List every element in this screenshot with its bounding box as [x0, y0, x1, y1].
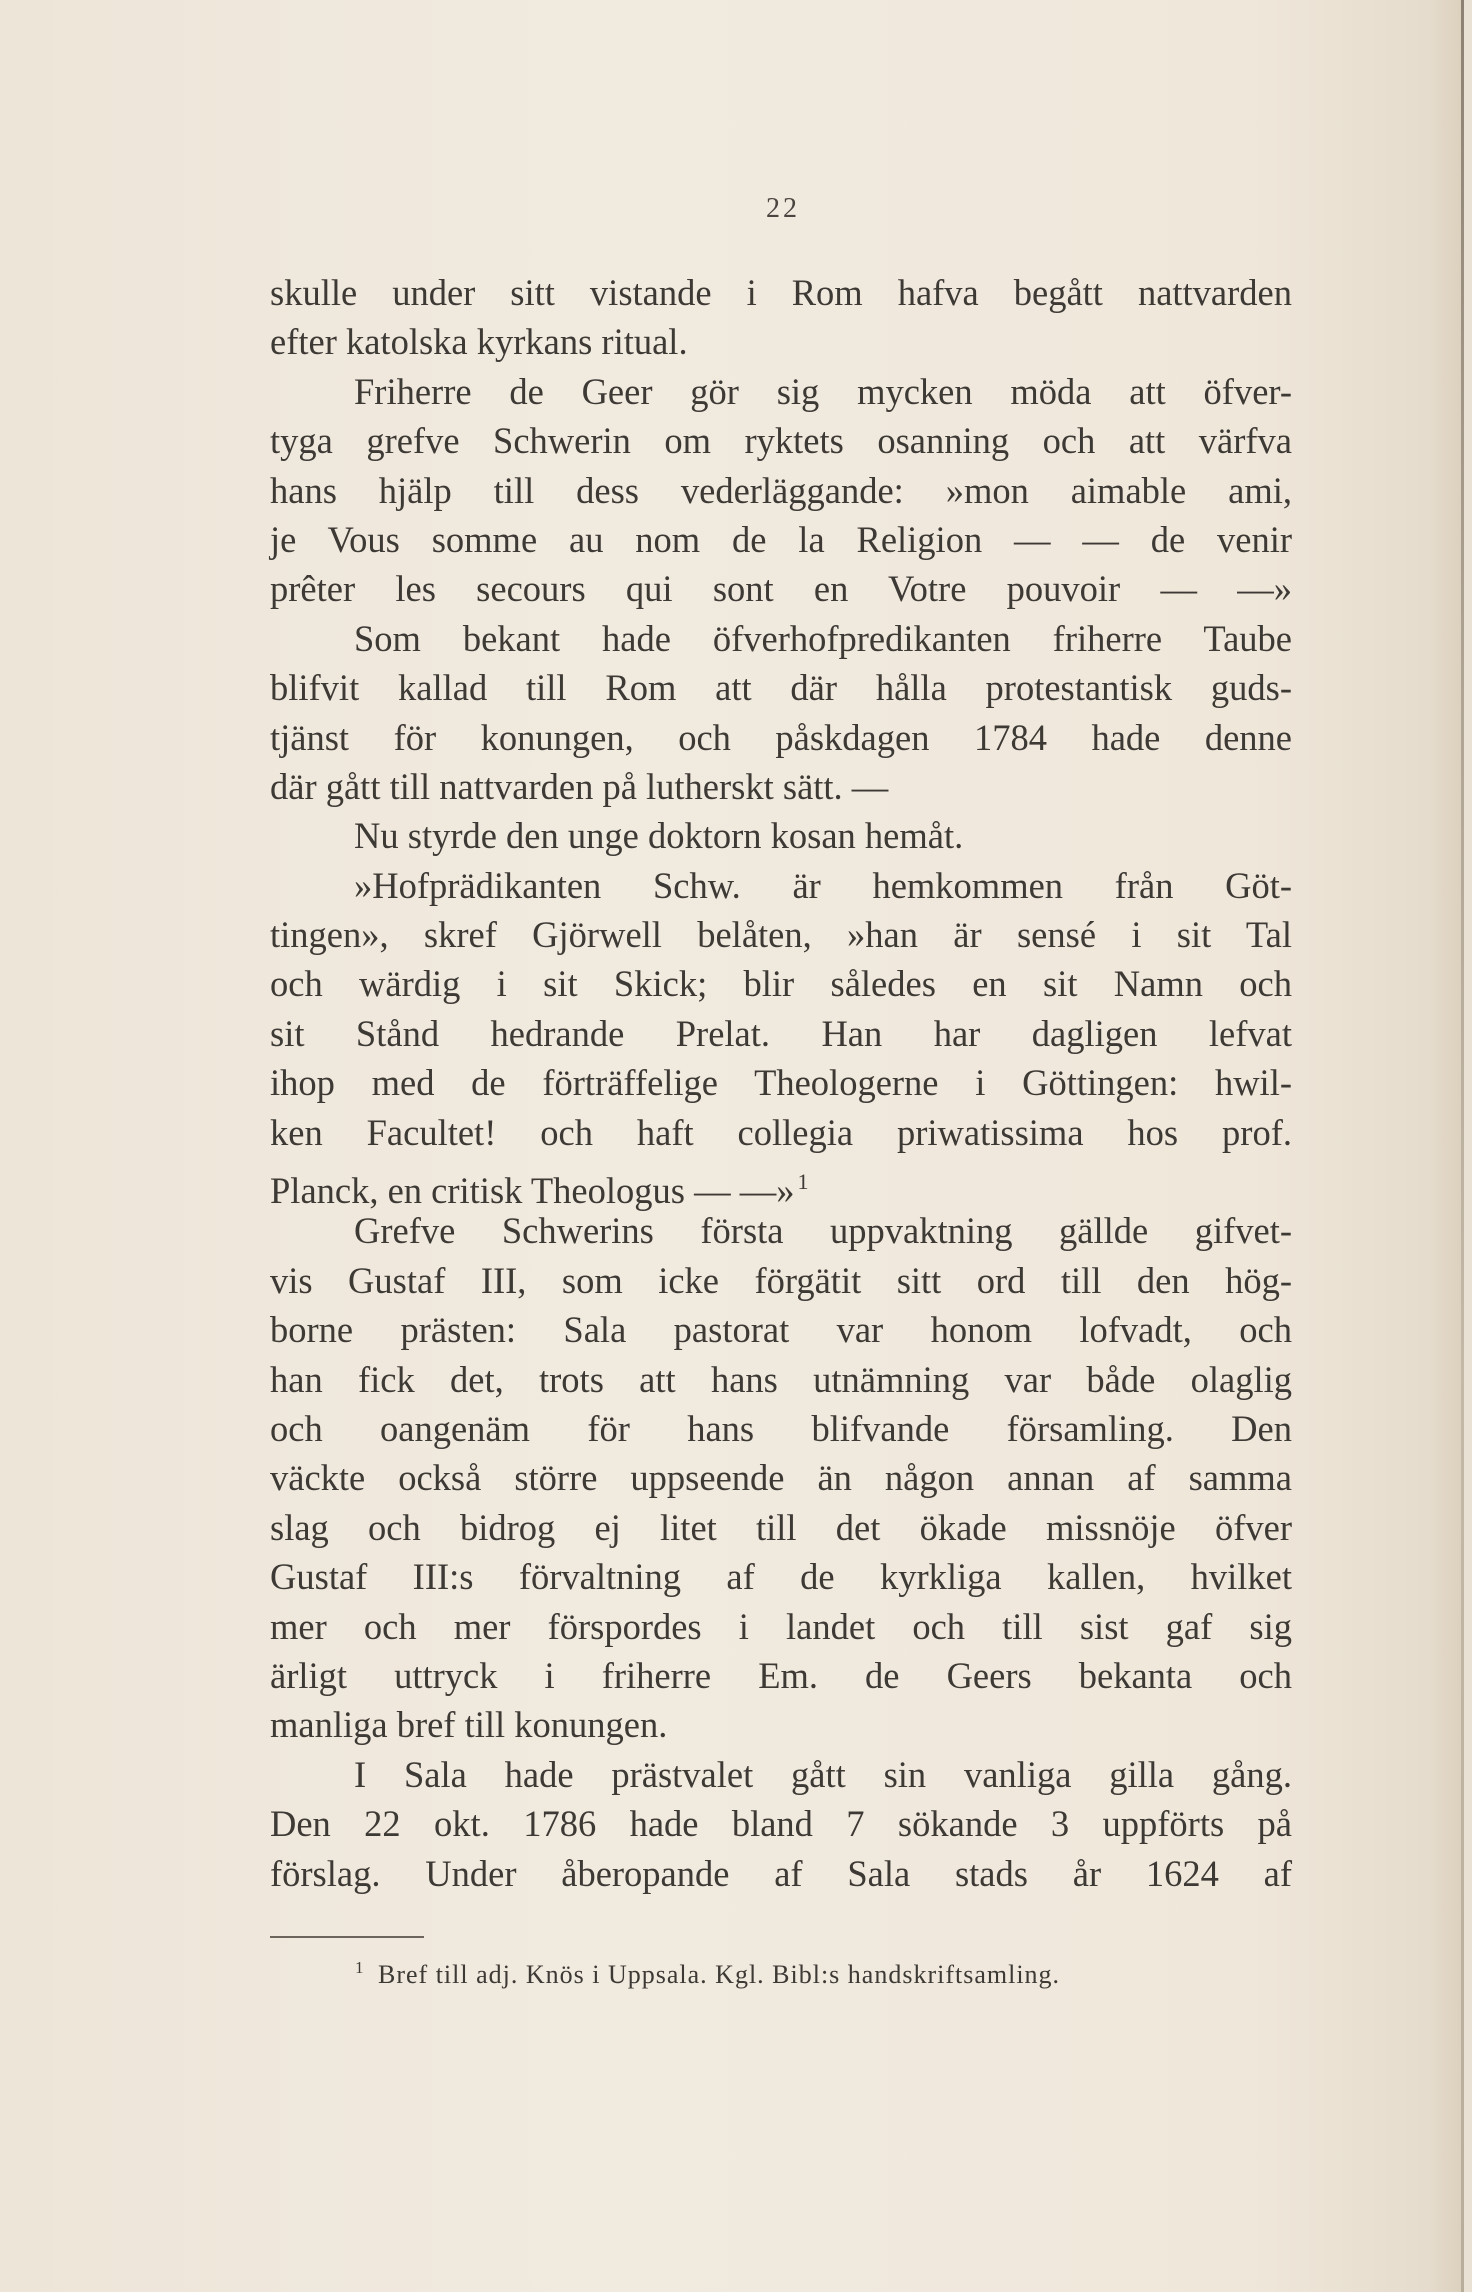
text-line: slag och bidrog ej litet till det ökade missnöje öfver: [270, 1506, 1292, 1548]
body-text: [270, 268, 1292, 1898]
text-line: efter katolska kyrkans ritual.: [270, 321, 688, 363]
page-edge: [1464, 0, 1472, 2292]
text-line: ken Facultet! och haft collegia priwatissima hos prof.: [270, 1111, 1292, 1153]
text-line: ärligt uttryck i friherre Em. de Geers bekanta och: [270, 1654, 1292, 1696]
text-line: ihop med de förträffelige Theologerne i Göttingen: hwil-: [270, 1062, 1292, 1104]
footnote-separator: [270, 1936, 424, 1938]
text-line: Som bekant hade öfverhofpredikanten friherre Taube: [354, 617, 1292, 659]
footnote-marker: 1: [355, 1958, 364, 1977]
text-line: vis Gustaf III, som icke förgätit sitt ord till den hög-: [270, 1259, 1292, 1301]
text-line: skulle under sitt vistande i Rom hafva begått nattvarden: [270, 272, 1292, 313]
text-line: borne prästen: Sala pastorat var honom lofvadt, och: [270, 1309, 1292, 1351]
text-line: han fick det, trots att hans utnämning var både olaglig: [270, 1358, 1292, 1400]
text-line: sit Stånd hedrande Prelat. Han har dagligen lefvat: [270, 1012, 1292, 1054]
text-line: Nu styrde den unge doktorn kosan hemåt.: [354, 815, 964, 857]
text-line: där gått till nattvarden på lutherskt sätt. —: [270, 765, 889, 807]
text-line: tyga grefve Schwerin om ryktets osanning och att värfva: [270, 420, 1292, 462]
text-line: förslag. Under åberopande af Sala stads år 1624 af: [270, 1852, 1292, 1894]
footnote-text: Bref till adj. Knös i Uppsala. Kgl. Bibl:s handskriftsamling.: [378, 1960, 1061, 1989]
text-line: »Hofprädikanten Schw. är hemkommen från Göt-: [354, 864, 1292, 906]
text-line: och wärdig i sit Skick; blir således en sit Namn och: [270, 963, 1292, 1005]
page-number: 22: [766, 193, 800, 224]
text-line: blifvit kallad till Rom att där hålla protestantisk guds-: [270, 667, 1292, 709]
text-line: je Vous somme au nom de la Religion — — de venir: [270, 518, 1292, 560]
text-line: Gustaf III:s förvaltning af de kyrkliga kallen, hvilket: [270, 1556, 1292, 1598]
text-line: tingen», skref Gjörwell belåten, »han är sensé i sit Tal: [270, 914, 1292, 956]
text-line: hans hjälp till dess vederläggande: »mon aimable ami,: [270, 469, 1292, 511]
text-line: mer och mer förspordes i landet och till sist gaf sig: [270, 1605, 1292, 1647]
text-line: [270, 1157, 1292, 1212]
text-line: väckte också större uppseende än någon annan af samma: [270, 1457, 1292, 1499]
page-edge-shadow: [1461, 0, 1464, 2292]
text-line: Den 22 okt. 1786 hade bland 7 sökande 3 uppförts på: [270, 1803, 1292, 1845]
text-line-content: Planck, en critisk Theologus — —»: [270, 1170, 795, 1212]
text-line: Grefve Schwerins första uppvaktning gällde gifvet-: [354, 1210, 1292, 1252]
text-line: tjänst för konungen, och påskdagen 1784 hade denne: [270, 716, 1292, 758]
footnote-reference: 1: [797, 1169, 809, 1195]
text-line: manliga bref till konungen.: [270, 1704, 668, 1746]
text-line: och oangenäm för hans blifvande församling. Den: [270, 1407, 1292, 1449]
text-line: prêter les secours qui sont en Votre pouvoir — —»: [270, 568, 1292, 610]
text-line: Friherre de Geer gör sig mycken möda att öfver-: [354, 370, 1292, 412]
text-line: I Sala hade prästvalet gått sin vanliga gilla gång.: [354, 1753, 1292, 1795]
